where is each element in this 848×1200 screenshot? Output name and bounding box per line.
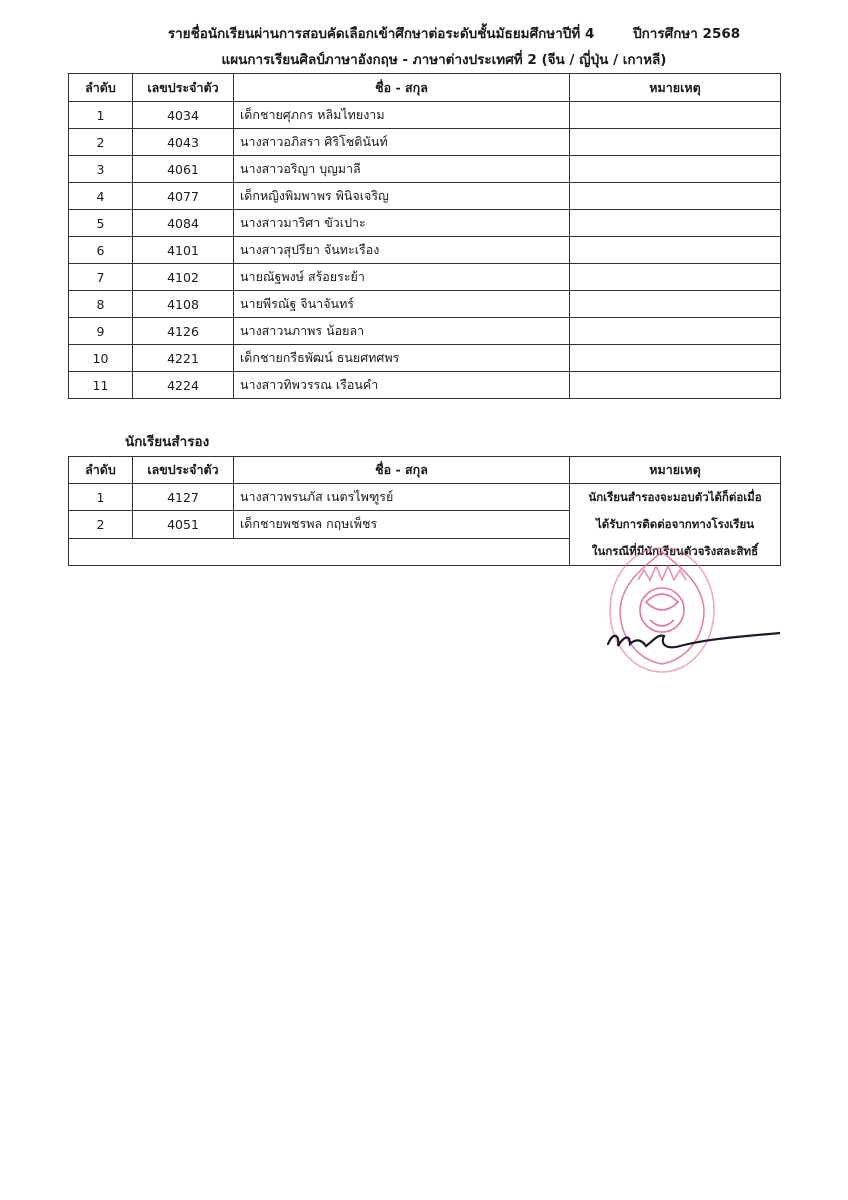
cell-name: เด็กชายศุภกร หลิมไทยงาม <box>234 102 570 129</box>
cell-id: 4221 <box>133 345 234 372</box>
cell-no: 4 <box>69 183 133 210</box>
signature <box>608 632 780 647</box>
cell-note <box>570 318 781 345</box>
cell-id: 4084 <box>133 210 234 237</box>
reserve-note-line: นักเรียนสำรองจะมอบตัวได้ก็ต่อเมื่อ <box>588 490 762 504</box>
col-header-note: หมายเหตุ <box>570 457 781 484</box>
table-row <box>69 345 781 372</box>
document-title <box>60 22 848 44</box>
cell-no: 7 <box>69 264 133 291</box>
col-header-id: เลขประจำตัว <box>133 457 234 484</box>
empty-cell <box>69 538 570 565</box>
cell-name: นางสาวนภาพร น้อยลา <box>234 318 570 345</box>
cell-no: 1 <box>69 484 133 511</box>
cell-name: นางสาวมาริศา ขัวเปาะ <box>234 210 570 237</box>
passed-students-table <box>68 73 781 399</box>
cell-name: นางสาวอริญา บุญมาลี <box>234 156 570 183</box>
cell-note <box>570 156 781 183</box>
table-row <box>69 183 781 210</box>
table-row <box>69 237 781 264</box>
table-row <box>69 291 781 318</box>
cell-note <box>570 183 781 210</box>
cell-no: 8 <box>69 291 133 318</box>
reserve-section-label: นักเรียนสำรอง <box>125 434 210 450</box>
title-text: รายชื่อนักเรียนผ่านการสอบคัดเลือกเข้าศึกษาต่อระดับชั้นมัธยมศึกษาปีที่ 4 <box>167 26 595 42</box>
col-header-id: เลขประจำตัว <box>133 74 234 102</box>
cell-id: 4224 <box>133 372 234 399</box>
table-row <box>69 156 781 183</box>
cell-note <box>570 237 781 264</box>
cell-name: เด็กชายกรีธพัฒน์ ธนยศทศพร <box>234 345 570 372</box>
table-row <box>69 372 781 399</box>
cell-no: 3 <box>69 156 133 183</box>
table-row <box>69 318 781 345</box>
cell-id: 4102 <box>133 264 234 291</box>
cell-note <box>570 264 781 291</box>
cell-id: 4043 <box>133 129 234 156</box>
col-header-name: ชื่อ - สกุล <box>234 74 570 102</box>
col-header-name: ชื่อ - สกุล <box>234 457 570 484</box>
reserve-note-line: ได้รับการติดต่อจากทางโรงเรียน <box>595 517 755 531</box>
cell-note <box>570 372 781 399</box>
cell-id: 4051 <box>133 511 234 538</box>
cell-note <box>570 210 781 237</box>
cell-name: นางสาวทิพวรรณ เรือนคำ <box>234 372 570 399</box>
col-header-note: หมายเหตุ <box>570 74 781 102</box>
cell-no: 10 <box>69 345 133 372</box>
cell-note <box>570 345 781 372</box>
school-seal-stamp <box>580 540 780 690</box>
table-row <box>69 484 781 511</box>
cell-no: 9 <box>69 318 133 345</box>
cell-no: 6 <box>69 237 133 264</box>
cell-no: 1 <box>69 102 133 129</box>
table-row <box>69 210 781 237</box>
cell-id: 4108 <box>133 291 234 318</box>
cell-no: 2 <box>69 511 133 538</box>
cell-id: 4126 <box>133 318 234 345</box>
cell-name: นางสาวอภิสรา ศิริโชตินันท์ <box>234 129 570 156</box>
table-row <box>69 264 781 291</box>
col-header-no: ลำดับ <box>69 74 133 102</box>
cell-no: 11 <box>69 372 133 399</box>
cell-name: นางสาวสุปรียา จันทะเรือง <box>234 237 570 264</box>
cell-name: นางสาวพรนภัส เนตรไพฑูรย์ <box>234 484 570 511</box>
cell-id: 4101 <box>133 237 234 264</box>
cell-no: 5 <box>69 210 133 237</box>
cell-name: นายณัฐพงษ์ สร้อยระย้า <box>234 264 570 291</box>
cell-id: 4127 <box>133 484 234 511</box>
cell-note <box>570 129 781 156</box>
table-header-row <box>69 457 781 484</box>
reserve-note-line: ในกรณีที่มีนักเรียนตัวจริงสละสิทธิ์ <box>591 544 759 558</box>
document-subtitle: แผนการเรียนศิลป์ภาษาอังกฤษ - ภาษาต่างประเทศที่ 2 (จีน / ญี่ปุ่น / เกาหลี) <box>221 52 667 68</box>
cell-id: 4034 <box>133 102 234 129</box>
cell-id: 4077 <box>133 183 234 210</box>
cell-note <box>570 291 781 318</box>
cell-name: นายพีรณัฐ จินาจันทร์ <box>234 291 570 318</box>
cell-name: เด็กหญิงพิมพาพร พินิจเจริญ <box>234 183 570 210</box>
table-header-row <box>69 74 781 102</box>
cell-id: 4061 <box>133 156 234 183</box>
cell-no: 2 <box>69 129 133 156</box>
col-header-no: ลำดับ <box>69 457 133 484</box>
table-row <box>69 102 781 129</box>
academic-year: ปีการศึกษา 2568 <box>633 26 741 42</box>
cell-note <box>570 102 781 129</box>
cell-name: เด็กชายพชรพล กฤษเพ็ชร <box>234 511 570 538</box>
table-row <box>69 129 781 156</box>
